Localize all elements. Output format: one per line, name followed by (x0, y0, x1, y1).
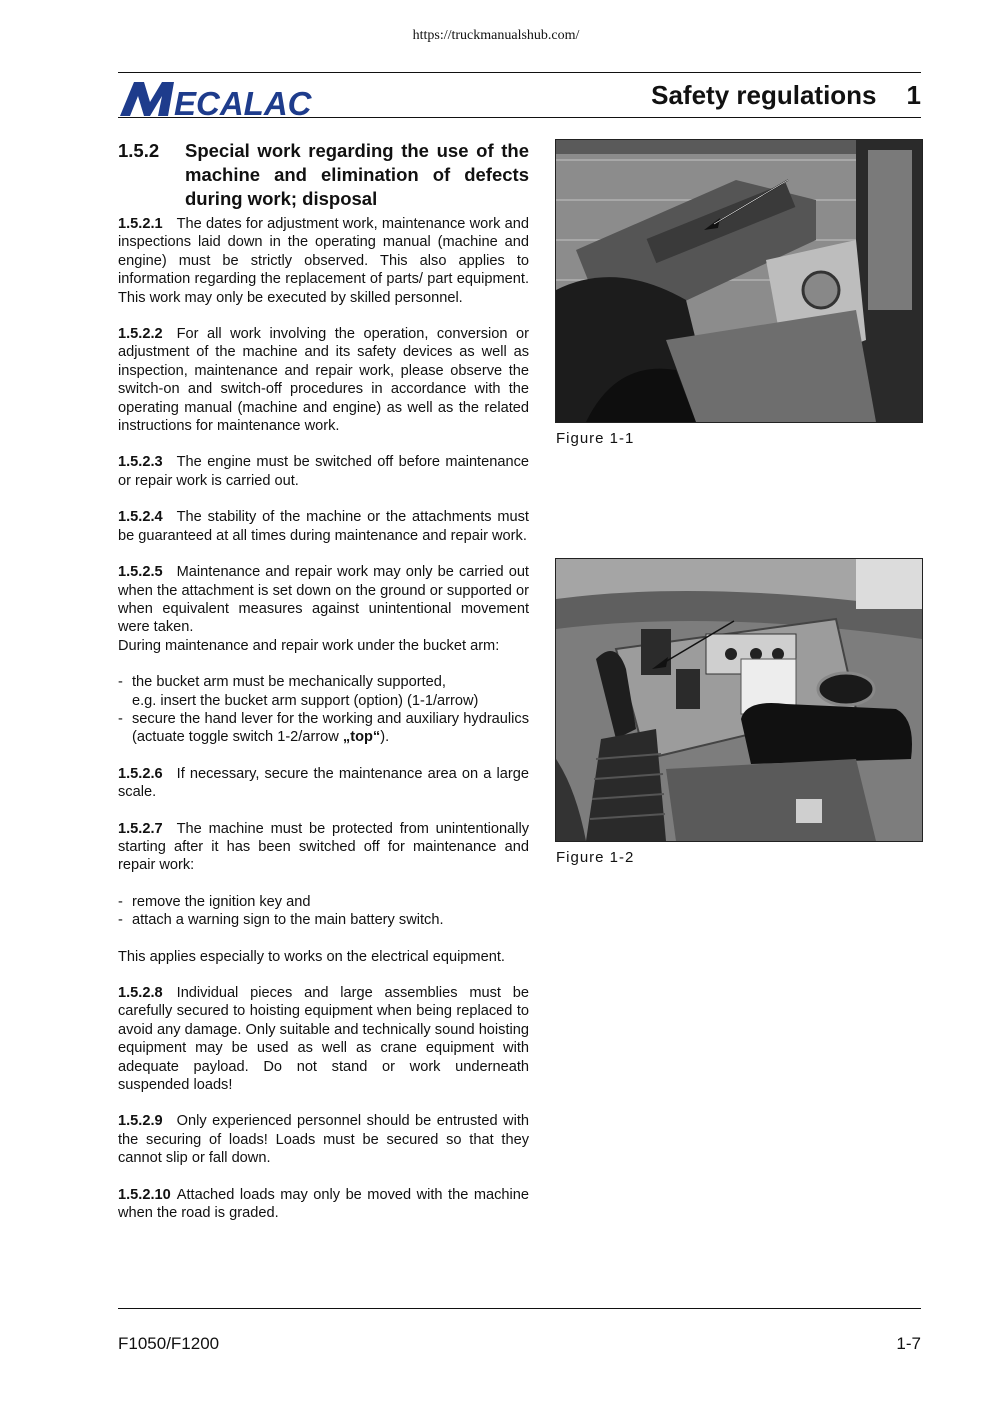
paragraph-number: 1.5.2.1 (118, 216, 163, 232)
list-item (118, 893, 529, 911)
mecalac-logo (118, 78, 323, 120)
paragraph-text: The engine must be switched off before maintenance or repair work is carried out. (118, 454, 529, 489)
paragraph-number: 1.5.2.10 (118, 1186, 171, 1203)
footer-rule (118, 1308, 921, 1309)
paragraph-text: The stability of the machine or the attachments must be guaranteed at all times during maintenance and repair work. (118, 509, 529, 544)
figure-1-2-photo (555, 558, 923, 842)
section-heading (118, 139, 529, 211)
paragraph-1-5-2-5 (118, 563, 529, 637)
list-dash: - (118, 674, 123, 691)
paragraph-number: 1.5.2.8 (118, 985, 163, 1001)
list-item-text: secure the hand lever for the working and auxiliary hydraulics (actuate toggle switch 1-2/arrow (132, 710, 529, 746)
bucket-arm-list (118, 673, 529, 747)
paragraph-number: 1.5.2.4 (118, 509, 163, 526)
paragraph-text: The dates for adjustment work, maintenance work and inspections laid down in the operating manual (machine and engine) must be strictly observed. This also applies to information regarding the replacement of parts/ part equipment. This work may only be executed by skilled personnel. (118, 216, 529, 306)
list-item (118, 710, 529, 747)
paragraph-number: 1.5.2.6 (118, 765, 163, 782)
paragraph-1-5-2-1 (118, 215, 529, 307)
paragraph-1-5-2-3 (118, 453, 529, 490)
svg-text:ECALAC: ECALAC (174, 85, 312, 120)
list-item-text: the bucket arm must be mechanically supported, (132, 674, 446, 691)
paragraph-text: Maintenance and repair work may only be carried out when the attachment is set down on the ground or supported or when equivalent measures against unintentional movement were taken. (118, 564, 529, 636)
paragraph-number: 1.5.2.7 (118, 820, 163, 837)
paragraph-text: Attached loads may only be moved with the machine when the road is graded. (118, 1186, 529, 1222)
list-item-text-end: ). (380, 729, 390, 746)
header-bottom-rule (118, 117, 921, 118)
paragraph-1-5-2-8 (118, 984, 529, 1094)
paragraph-text: The machine must be protected from unintentionally starting after it has been switched off for maintenance and repair work: (118, 820, 529, 874)
figure-1-1-photo (555, 139, 923, 423)
list-item (118, 673, 529, 710)
paragraph-number: 1.5.2.5 (118, 564, 163, 581)
paragraph-text: If necessary, secure the maintenance area on a large scale. (118, 765, 529, 801)
main-text-column (118, 139, 529, 1240)
figure-1-1-caption: Figure 1-1 (556, 430, 635, 447)
list-dash: - (118, 710, 123, 727)
list-item-text: attach a warning sign to the main battery switch. (132, 912, 444, 929)
paragraph-text: For all work involving the operation, conversion or adjustment of the machine and its safety devices as well as inspection, maintenance and repair work, please observe the switch-on and switch-off procedures in accordance with the operating manual (machine and engine) as well as the related instructions for maintenance work. (118, 326, 529, 435)
chapter-number: 1 (906, 80, 921, 110)
list-item-text: e.g. insert the bucket arm support (option) (1-1/arrow) (132, 692, 479, 709)
paragraph-text: Only experienced personnel should be entrusted with the securing of loads! Loads must be secured so that they cannot slip or fall down. (118, 1113, 529, 1167)
paragraph-text: Individual pieces and large assemblies must be carefully secured to hoisting equipment when being replaced to avoid any damage. Only suitable and technically sound hoisting equipment may be used as well as crane equipment with adequate payload. Do not stand or work underneath suspended loads! (118, 985, 529, 1094)
section-title: Special work regarding the use of the machine and elimination of defects during work; disposal (185, 140, 529, 209)
paragraph-1-5-2-5-continued: During maintenance and repair work under the bucket arm: (118, 637, 500, 654)
source-url: https://truckmanualshub.com/ (412, 28, 580, 43)
list-dash: - (118, 912, 123, 929)
header-title-text: Safety regulations (651, 80, 877, 110)
paragraph-1-5-2-4 (118, 508, 529, 545)
footer-model: F1050/F1200 (118, 1334, 220, 1353)
paragraph-number: 1.5.2.3 (118, 454, 163, 471)
figure-1-2-caption: Figure 1-2 (556, 849, 635, 866)
paragraph-1-5-2-6 (118, 765, 529, 802)
list-item-emphasis: „top“ (342, 729, 381, 746)
paragraph-1-5-2-9 (118, 1112, 529, 1167)
list-dash: - (118, 893, 123, 910)
header-top-rule (118, 72, 921, 73)
paragraph-1-5-2-7 (118, 820, 529, 875)
paragraph-number: 1.5.2.2 (118, 326, 163, 343)
restart-protection-list (118, 893, 529, 930)
list-item-text: remove the ignition key and (132, 893, 311, 910)
electrical-equipment-note: This applies especially to works on the electrical equipment. (118, 948, 505, 965)
section-number: 1.5.2 (118, 140, 160, 161)
paragraph-1-5-2-2 (118, 325, 529, 435)
footer-page-number: 1-7 (896, 1334, 921, 1353)
paragraph-1-5-2-10 (118, 1186, 529, 1223)
list-item (118, 911, 529, 929)
page-header-title (651, 80, 921, 111)
paragraph-number: 1.5.2.9 (118, 1113, 163, 1130)
